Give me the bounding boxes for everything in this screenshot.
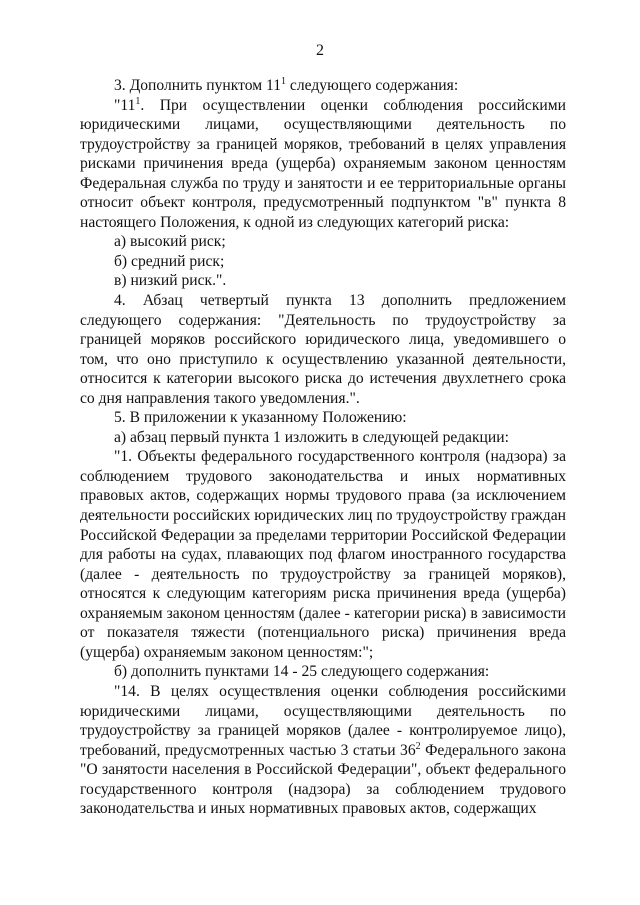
paragraph-objects: "1. Объекты федерального государственного контроля (надзора) за соблюдением трудового законодательства и иных нормативных правовых актов, содержащих нормы трудового права (за исключением деятельности российских юридических лиц по трудоустройству граждан Российской Федерации за пределами территории Российской Федерации для работы на судах, плавающих под флагом иностранного государства (далее - деятельность по трудоустройству за границей моряков), относятся к следующим категориям риска причинения вреда (ущерба) охраняемым законом ценностям (далее - категории риска) в зависимости от показателя тяжести (потенциального риска) причинения вреда (ущерба) охраняемым законом ценностям:";	[80, 448, 566, 661]
paragraph-4: 4. Абзац четвертый пункта 13 дополнить предложением следующего содержания: "Деятельность по трудоустройству за границей моряков российского юридического лица, уведомившего о том, что оно приступило к осуществлению указанной деятельности, относится к категории высокого риска до истечения двухлетнего срока со дня направления такого уведомления.".	[80, 292, 566, 407]
paragraph-14: "14. В целях осуществления оценки соблюдения российскими юридическими лицами, осуществляющими деятельность по трудоустройству за границей моряков (далее - контролируемое лицо), требований, предусмотренных частью 3 статьи $36^2$ Федерального закона "О занятости населения в Российской Федерации", объект федерального государственного контроля (надзора) за соблюдением трудового законодательства и иных нормативных правовых актов, содержащих	[80, 682, 567, 818]
list-item-low-risk: в) низкий риск.".	[114, 272, 227, 290]
superscript: 2	[415, 740, 421, 752]
superscript: 1	[281, 75, 287, 87]
superscript: 1	[135, 95, 141, 107]
list-item-medium-risk: б) средний риск;	[114, 252, 225, 270]
paragraph-5a: а) абзац первый пункта 1 изложить в следующей редакции:	[114, 428, 509, 446]
list-item-high-risk: а) высокий риск;	[114, 233, 226, 251]
paragraph-5: 5. В приложении к указанному Положению:	[114, 409, 407, 427]
paragraph-5b: б) дополнить пунктами 14 - 25 следующего содержания:	[114, 663, 490, 681]
paragraph-2: "$11^1$. При осуществлении оценки соблюдения российскими юридическими лицами, осуществляющими деятельность по трудоустройству за границей моряков, требований в целях управления рисками причинения вреда (ущерба) охраняемым законом ценностям Федеральная служба по труду и занятости и ее территориальные органы относит объект контроля, предусмотренный подпунктом "в" пункта 8 настоящего Положения, к одной из следующих категорий риска:	[80, 95, 566, 231]
paragraph-1: 3. Дополнить пунктом $11^1$ следующего содержания:	[114, 75, 459, 94]
page-number: 2	[316, 42, 324, 59]
document-body	[80, 76, 566, 819]
